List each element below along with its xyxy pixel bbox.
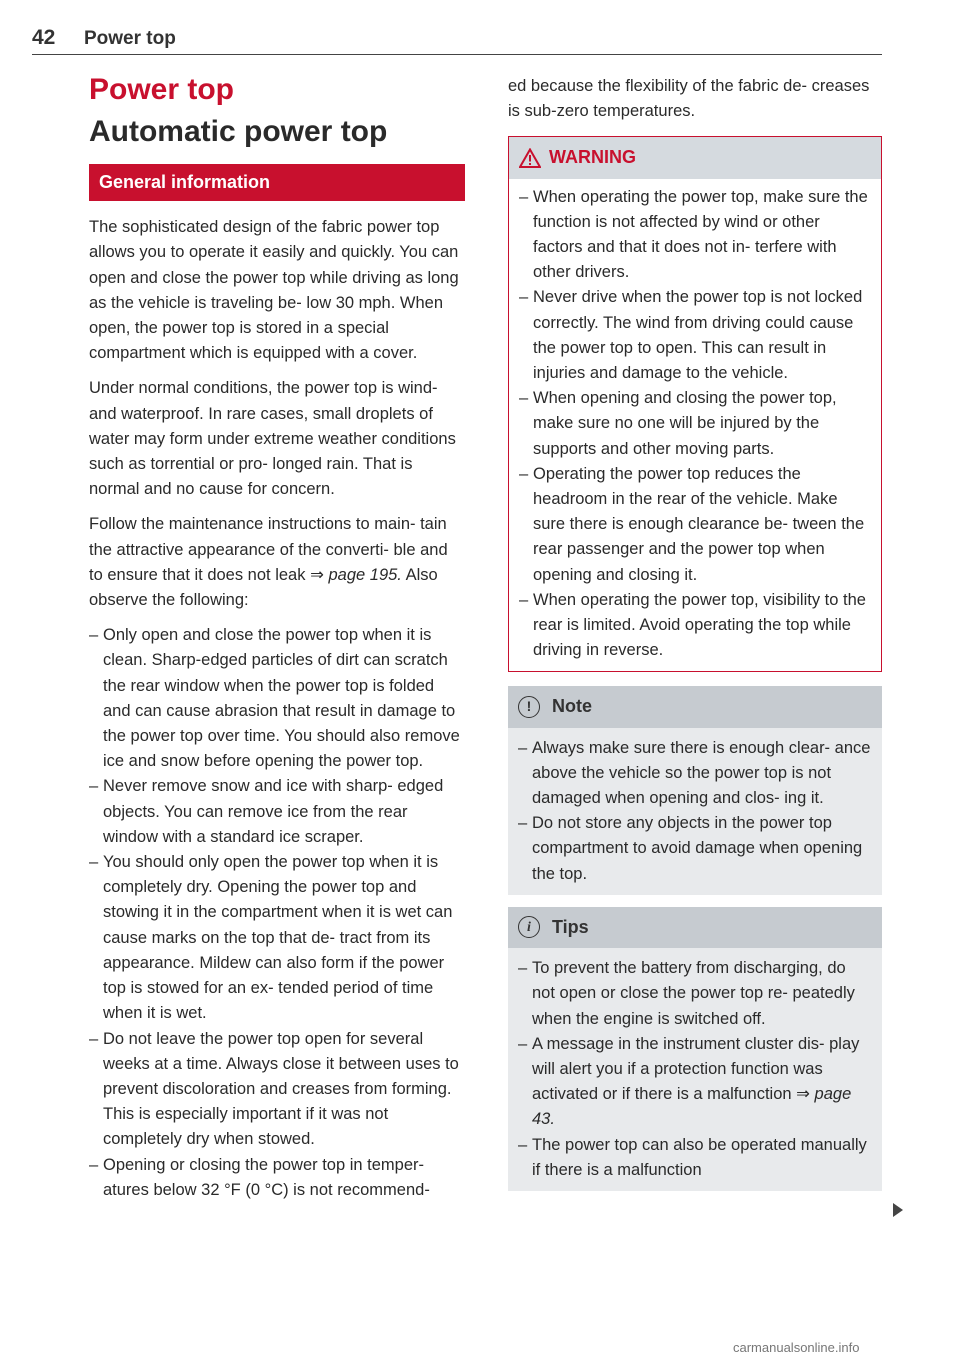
continue-arrow-icon — [893, 1203, 903, 1217]
running-section-title: Power top — [84, 28, 176, 49]
list-item: – When operating the power top, visibility to the rear is limited. Avoid operating the top while driving in reverse. — [519, 588, 871, 664]
list-item: – To prevent the battery from discharging, do not open or close the power top re- peatedly when the engine is switched off. — [518, 956, 872, 1032]
watermark: carmanualsonline.info — [733, 1340, 860, 1355]
page-reference-link[interactable]: ⇒ page 43. — [532, 1085, 852, 1129]
maintenance-list — [89, 623, 465, 1203]
list-item: – Never remove snow and ice with sharp- edged objects. You can remove ice from the rear window with a standard ice scraper. — [89, 774, 465, 850]
maintenance-text-end: Also observe the following: — [89, 565, 438, 610]
list-item: – Opening or closing the power top in temper- atures below 32 °F (0 °C) is not recommend- — [89, 1153, 465, 1203]
left-column — [89, 70, 465, 1203]
intro-paragraph: The sophisticated design of the fabric power top allows you to operate it easily and quickly. You can open and close the power top while driving as long as the vehicle is traveling be- low 30 mph. When open, the power top is stored in a special compartment which is equipped with a cover. — [89, 218, 459, 363]
list-item: – You should only open the power top when it is completely dry. Opening the power top and stowing it in the compartment when it is wet can cause marks on the top that de- tract from its appearance. Mildew can also form if the power top is stowed for an ex- tended period of time when it is wet. — [89, 850, 465, 1026]
list-item: – When operating the power top, make sure the function is not affected by wind or other factors and that it does not in- terfere with other drivers. — [519, 185, 871, 286]
tips-text: A message in the instrument cluster dis- play will alert you if a protection function was activated or if there is a malfunction — [532, 1034, 860, 1104]
note-title: Note — [552, 696, 592, 717]
exclamation-icon: ! — [518, 696, 540, 718]
note-list — [518, 736, 872, 887]
maintenance-text: Follow the maintenance instructions to main- tain the attractive appearance of the converti- ble and to ensure that it does not leak — [89, 515, 448, 584]
chapter-title: Power top — [89, 73, 235, 106]
tips-header — [508, 907, 882, 948]
list-item: – Do not leave the power top open for several weeks at a time. Always close it between uses to prevent discoloration and creases from forming. This is especially important if it was not completely dry when stowed. — [89, 1027, 465, 1153]
page-header — [32, 26, 882, 55]
list-item: – Never drive when the power top is not locked correctly. The wind from driving could cause the power top to open. This can result in injuries and damage to the vehicle. — [519, 285, 871, 386]
note-box — [508, 686, 882, 894]
warning-box — [508, 136, 882, 672]
continued-text: ed because the flexibility of the fabric de- creases is sub-zero temperatures. — [508, 77, 870, 121]
warning-icon — [519, 148, 541, 168]
page-reference-link[interactable]: ⇒ page 195. — [310, 565, 402, 584]
warning-list — [519, 185, 871, 664]
subsection-bar: General information — [89, 164, 465, 201]
info-icon: i — [518, 916, 540, 938]
list-item: – The power top can also be operated manually if there is a malfunction — [518, 1133, 872, 1183]
note-header — [508, 686, 882, 727]
list-item: – Do not store any objects in the power top compartment to avoid damage when opening the top. — [518, 811, 872, 887]
tips-box — [508, 907, 882, 1191]
warning-title: WARNING — [549, 147, 636, 168]
tips-list — [518, 956, 872, 1183]
maintenance-paragraph — [89, 512, 465, 613]
warning-header — [509, 137, 881, 178]
section-title: Automatic power top — [89, 115, 388, 148]
right-column — [508, 70, 882, 1203]
list-item: – When opening and closing the power top, make sure no one will be injured by the supports and other moving parts. — [519, 386, 871, 462]
list-item — [518, 1032, 872, 1133]
conditions-paragraph: Under normal conditions, the power top is wind- and waterproof. In rare cases, small droplets of water may form under extreme weather conditions such as torrential or pro- longed rain. That is normal and no cause for concern. — [89, 379, 456, 499]
list-item: – Always make sure there is enough clear- ance above the vehicle so the power top is not damaged when opening and clos- ing it. — [518, 736, 872, 812]
tips-title: Tips — [552, 916, 589, 937]
list-item: – Only open and close the power top when it is clean. Sharp-edged particles of dirt can scratch the rear window when the power top is folded and can cause abrasion that result in damage to the power top over time. You should also remove ice and snow before opening the power top. — [89, 623, 465, 774]
page-number: 42 — [32, 26, 56, 49]
list-item: – Operating the power top reduces the headroom in the rear of the vehicle. Make sure there is enough clearance be- tween the rear passenger and the power top when opening and closing it. — [519, 462, 871, 588]
